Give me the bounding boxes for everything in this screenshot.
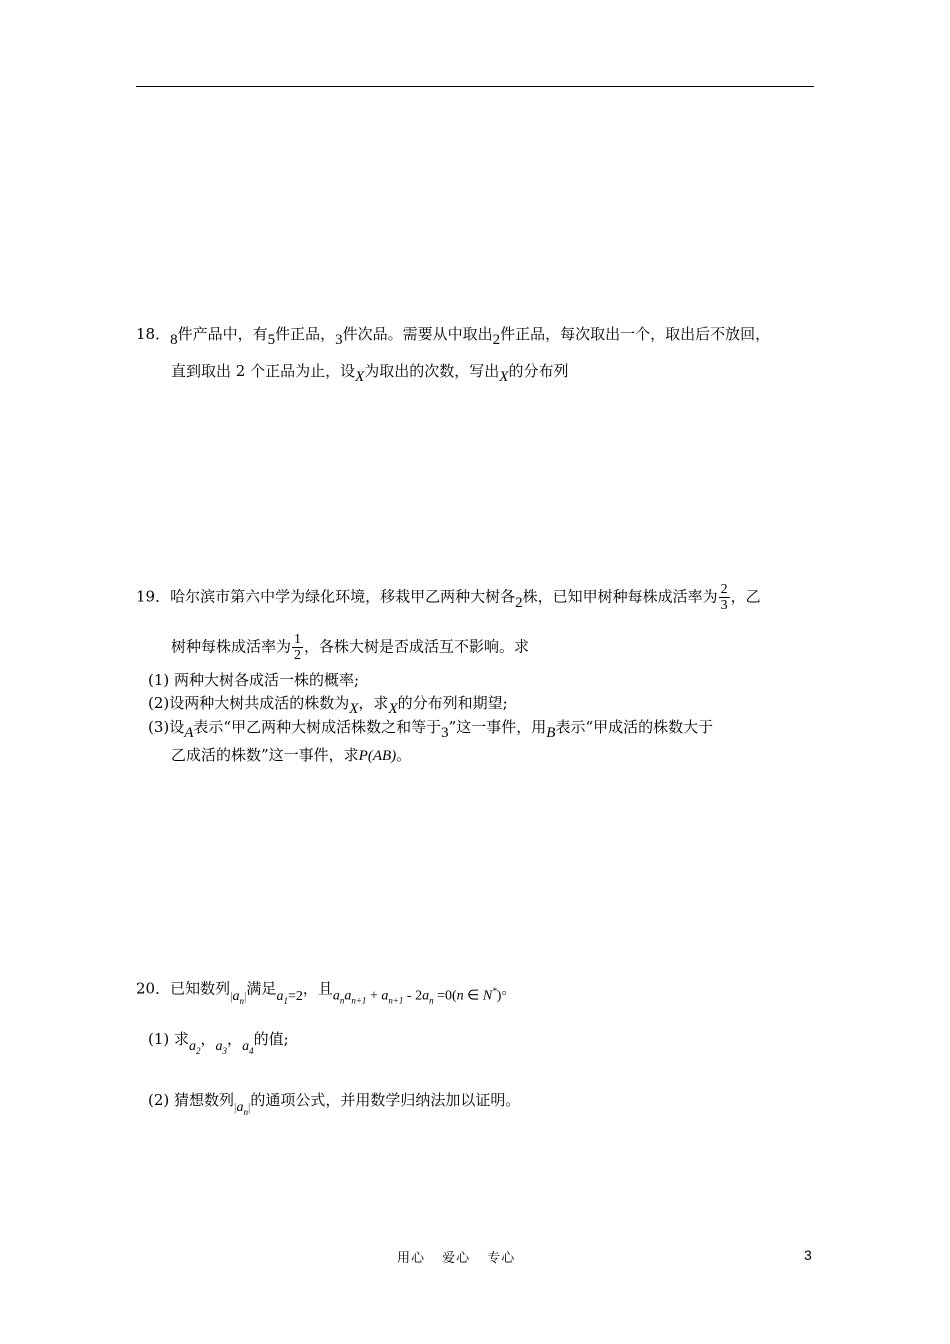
term-a4: $a_4$ <box>242 1039 254 1056</box>
q18-line-2: 直到取出 2 个正品为止，设X为取出的次数，写出X的分布列 <box>171 362 569 385</box>
q19-line-2: 树种每株成活率为 $\frac{1}{2}$ ，各株大树是否成活互不影响。求 <box>171 632 530 663</box>
q19-part-3-line-1: (3)设A表示“甲乙两种大树成活株数之和等于3”这一事件，用B表示“甲成活的株数大于 <box>148 718 714 741</box>
fraction-one-half: $\frac{1}{2}$ <box>294 632 302 663</box>
footer-motto: 用心 爱心 专心 <box>397 1251 516 1266</box>
q19-part-2: (2)设两种大树共成活的株数为X，求X的分布列和期望; <box>148 694 508 717</box>
page-number: 3 <box>804 1247 812 1263</box>
q19-line-1: 19．哈尔滨市第六中学为绿化环境，移栽甲乙两种大树各2株，已知甲树种每株成活率为 $\frac{2}{3}$ ，乙 <box>136 582 761 613</box>
term-a2: $a_2$ <box>189 1039 201 1056</box>
q20-part-1: (1) 求$a_2$，$a_3$，$a_4$的值; <box>148 1029 289 1055</box>
initial-term: $a_1=2$ <box>276 988 303 1006</box>
q20-line-1: 20．已知数列$|a_n|$满足$a_1=2$，且$a_na_{n+1} + a_{n+1} - 2a_n =0(n$ ∈ N*)。 <box>136 975 516 1004</box>
fraction-two-thirds: $\frac{2}{3}$ <box>720 582 728 613</box>
q19-part-3-line-2: 乙成活的株数”这一事件，求P(AB)。 <box>171 746 412 764</box>
q20-part-2: (2) 猜想数列$|a_n|$的通项公式，并用数学归纳法加以证明。 <box>148 1090 520 1116</box>
q19-part-1: (1) 两种大树各成活一株的概率; <box>148 671 360 689</box>
q18-line-1: 18．8件产品中，有5件正品，3件次品。需要从中取出2件正品，每次取出一个，取出后不放回， <box>136 325 771 348</box>
header-rule <box>136 86 814 87</box>
sequence-a-n-ref: $|a_n|$ <box>234 1100 251 1117</box>
recurrence-relation: $a_na_{n+1} + a_{n+1} - 2a_n =0(n$ ∈ N*) <box>332 986 502 1006</box>
term-a3: $a_3$ <box>215 1039 228 1056</box>
sequence-a-n: $|a_n|$ <box>230 988 247 1006</box>
